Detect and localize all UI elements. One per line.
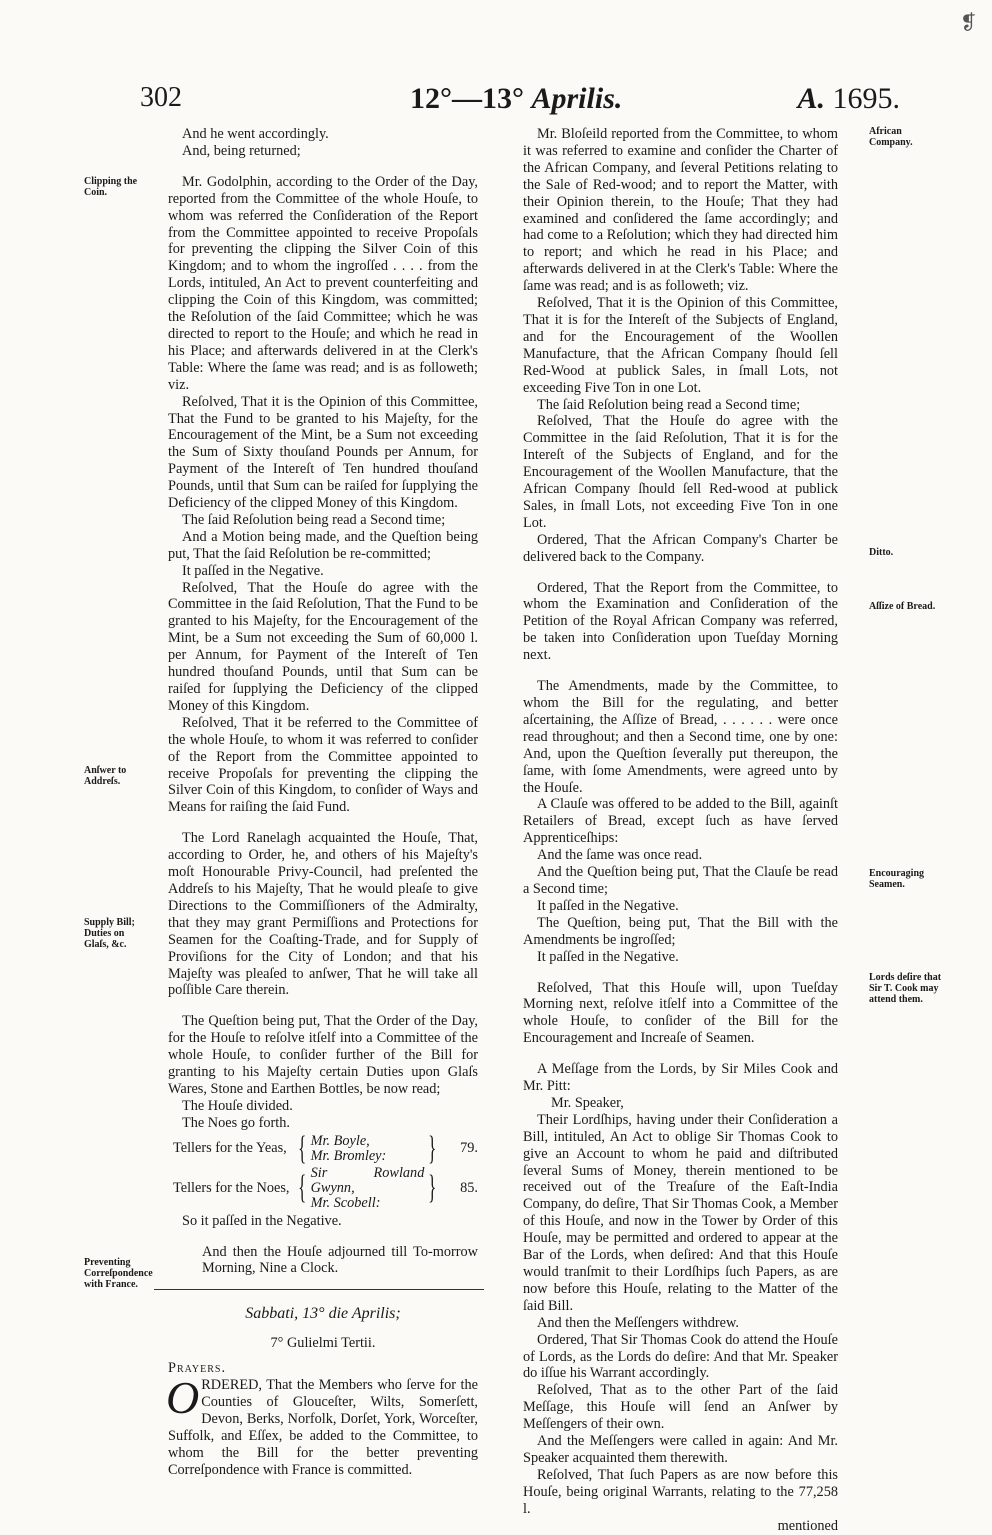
header-year: A. 1695. <box>797 82 900 115</box>
paragraph: And he went accordingly. <box>182 126 329 142</box>
paragraph: So it paſſed in the Negative. <box>182 1212 342 1229</box>
paragraph: Reſolved, That it is the Opinion of this Committee, That the Fund to be granted to his Majeſty, for the Encouragement of the Mint, be a Sum not exceeding the Sum of Sixty thouſand Pounds per Annum, for Payment of the Intereſt of Ten hundred thouſand Pounds, until that Sum can be raiſed for ſupplying the Deficiency of the clipped Money of this Kingdom. <box>168 393 478 512</box>
right-column <box>523 126 838 1535</box>
paragraph: The Queſtion, being put, That the Bill with the Amendments be ingroſſed; <box>523 914 838 948</box>
paragraph: And the ſame was once read. <box>537 847 703 864</box>
margin-note-ditto: Ditto. <box>869 547 894 558</box>
paragraph: It paſſed in the Negative. <box>182 562 324 579</box>
paragraph: Reſolved, That it is the Opinion of this Committee, That it is for the Intereſt of the Subjects of England, and for the Encouragement of the Woollen Manufacture, that the African Company ſhould ſell Red-Wood at publick Sales, in ſmall Lots, not exceeding Five Ton in one Lot. <box>523 295 838 396</box>
paragraph: Reſolved, That ſuch Papers as are now before this Houſe, being original Warrants, relating to the 77,258 l. <box>523 1466 838 1517</box>
paragraph: Mr. Godolphin, according to the Order of the Day, reported from the Committee of the whole Houſe, to whom was referred the Conſideration of the Report from the Committee appointed to receive Propoſals for preventing the clipping the Silver Coin of this Kingdom; and to whom the ingroſſed . . . . from the Lords, intituled, An Act to prevent counterfeiting and clipping the Coin of this Kingdom, was committed; the Reſolution of the ſaid Committee; which he was directed to report to the Houſe; and which he read in his Place; and afterwards delivered in at the Clerk's Table: Where the ſame was read; and is as followeth; viz. <box>168 173 478 393</box>
page-number: 302 <box>140 82 182 113</box>
paragraph: The Noes go forth. <box>182 1114 290 1131</box>
corner-mark: ❡ <box>960 12 977 34</box>
margin-note-lords: Lords deſire that Sir T. Cook may attend them. <box>869 972 942 1005</box>
paragraph: The Houſe divided. <box>182 1097 293 1114</box>
sitting-date: Sabbati, 13° die Aprilis; <box>245 1305 401 1323</box>
paragraph: Mr. Speaker, <box>551 1094 624 1111</box>
paragraph: And, being returned; <box>182 142 301 159</box>
adjournment: And then the Houſe adjourned till To-morrow Morning, Nine a Clock. <box>202 1243 478 1277</box>
margin-note-clipping: Clipping the Coin. <box>84 176 138 198</box>
paragraph: The Queſtion being put, That the Order of the Day, for the Houſe to reſolve itſelf into a Committee of the whole Houſe, to conſider further of the Bill for granting to his Majeſty certain Duties upon Glaſs Wares, Stone and Earthen Bottles, be now read; <box>168 1013 478 1097</box>
prayers-heading: Prayers. <box>168 1360 227 1377</box>
divider <box>154 1289 484 1290</box>
paragraph: Ordered, That the African Company's Charter be delivered back to the Company. <box>523 531 838 565</box>
margin-note-supply: Supply Bill; Duties on Glaſs, &c. <box>84 917 135 950</box>
paragraph: The Amendments, made by the Committee, to whom the Bill for the regulating, and better aſcertaining, the Aſſize of Bread, . . . . . . were once read throughout; and then a Second time, one by one: And, upon the Queſtion ſeverally put thereupon, the ſame, with ſome Amendments, were agreed unto by the Houſe. <box>523 678 838 796</box>
regnal-year: 7° Gulielmi Tertii. <box>270 1335 376 1352</box>
page-header <box>140 82 900 122</box>
catchword: mentioned <box>777 1517 838 1534</box>
paragraph: The ſaid Reſolution being read a Second time; <box>182 511 446 528</box>
paragraph: The ſaid Reſolution being read a Second time; <box>537 396 801 413</box>
paragraph: Reſolved, That the Houſe do agree with the Committee in the ſaid Reſolution, That it is for the Intereſt of the Subjects of England, and for the Encouragement of the Woollen Manufacture, that the African Company ſhould ſell Red-wood at publick Sales, in ſmall Lots, not exceeding Five Ton in one Lot. <box>523 413 838 531</box>
paragraph: It paſſed in the Negative. <box>537 948 679 965</box>
paragraph: Reſolved, That the Houſe do agree with the Committee in the ſaid Reſolution, That the Fund to be granted to his Majeſty, for the Encouragement of the Mint, be a Sum not exceeding the Sum of 60,000 l. per Annum, for Payment of the Intereſt of Ten hundred thouſand Pounds, until that Sum can be raiſed for ſupplying the Deficiency of the clipped Money of this Kingdom. <box>168 579 478 714</box>
margin-note-african: African Company. <box>869 126 913 148</box>
paragraph: And a Motion being made, and the Queſtion being put, That the ſaid Reſolution be re-committed; <box>168 528 478 562</box>
tellers-yeas: Tellers for the Yeas, { Mr. Boyle, Mr. Bromley: } 79. <box>173 1129 478 1167</box>
paragraph: Ordered, That Sir Thomas Cook do attend the Houſe of Lords, as the Lords do deſire: And that Mr. Speaker do iſſue his Warrant accordingly. <box>523 1331 838 1382</box>
paragraph: Reſolved, That it be referred to the Committee of the whole Houſe, to whom it was referred to conſider of the Report from the Committee appointed to receive Propoſals for preventing the clipping the Silver Coin of this Kingdom, to conſider of Ways and Means for raiſing the ſaid Fund. <box>168 714 478 816</box>
paragraph: Mr. Bloſeild reported from the Committee, to whom it was referred to examine and conſider the Charter of the African Company, and ſeveral Petitions relating to the Sale of Red-wood; and to report the Matter, with their Opinion therein, to the Houſe; That they had examined and conſidered the ſame accordingly; and had come to a Reſolution; which they had directed him to report; and which he read in his Place; and afterwards delivered in at the Clerk's Table: Where the ſame was read; and is as followeth; viz. <box>523 126 838 295</box>
left-column <box>168 126 478 1479</box>
order-preventing-correspondence: ORDERED, That the Members who ſerve for the Counties of Glouceſter, Wilts, Somerſett, Devon, Berks, Norfolk, Dorſet, York, Worceſter, Suffolk, and Eſſex, be added to the Committee, to whom the Bill for the better preventing Correſpondence with France is committed. <box>166 1372 478 1478</box>
margin-note-answer: Anſwer to Addreſs. <box>84 765 127 787</box>
paragraph: It paſſed in the Negative. <box>537 897 679 914</box>
paragraph: A Clauſe was offered to be added to the Bill, againſt Retailers of Bread, except ſuch as have ſerved Apprenticeſhips: <box>523 796 838 847</box>
margin-note-encouraging: Encouraging Seamen. <box>869 868 925 890</box>
margin-note-assize: Aſſize of Bread. <box>869 601 936 612</box>
header-date: 12°—13° Aprilis. <box>410 82 623 115</box>
paragraph: Their Lordſhips, having under their Conſideration a Bill, intituled, An Act to oblige Sir Thomas Cook to give an Account to whom he paid and diſtributed ſeveral Sums of Money, therein mentioned to be received out of the Treaſure of the Eaſt-India Company, do deſire, That Sir Thomas Cook, a Member of this Houſe, and now in the Tower by Order of this Houſe, may be permitted and ordered to appear at the Bar of the Lords, when deſired: And that this Houſe would tranſmit to their Lordſhips ſuch Papers, as are now before this Houſe, relating to the Matter of the ſaid Bill. <box>523 1111 839 1314</box>
paragraph: Reſolved, That as to the other Part of the ſaid Meſſage, this Houſe will ſend an Anſwer by Meſſengers of their own. <box>523 1382 838 1433</box>
paragraph: The Lord Ranelagh acquainted the Houſe, That, according to Order, he, and others of his Majeſty's moſt Honourable Privy-Council, had preſented the Addreſs to his Majeſty, That he would pleaſe to give Directions to the Commiſſioners of the Admiralty, that they may grant Permiſſions and Protections for Seamen for the Coaſting-Trade, and for Supply of Proviſions for the City of London; and that his Majeſty was pleaſed to anſwer, That he will take all poſſible Care therein. <box>168 830 478 999</box>
paragraph: And then the Meſſengers withdrew. <box>537 1314 739 1331</box>
paragraph: Reſolved, That this Houſe will, upon Tueſday Morning next, reſolve itſelf into a Committee of the whole Houſe, to conſider of the Bill for the Encouragement and Increaſe of Seamen. <box>523 979 838 1047</box>
tellers-noes: Tellers for the Noes, { Sir Rowland Gwynn, Mr. Scobell: } 85. <box>173 1164 478 1211</box>
paragraph: A Meſſage from the Lords, by Sir Miles Cook and Mr. Pitt: <box>523 1061 838 1095</box>
paragraph: Ordered, That the Report from the Committee, to whom the Examination and Conſideration of the Petition of the Royal African Company was referred, be taken into Conſideration upon Tueſday Morning next. <box>523 579 838 664</box>
paragraph: And the Meſſengers were called in again: And Mr. Speaker acquainted them therewith. <box>523 1433 838 1466</box>
margin-note-preventing: Preventing Correſpondence with France. <box>84 1257 153 1290</box>
paragraph: And the Queſtion being put, That the Clauſe be read a Second time; <box>523 864 838 897</box>
